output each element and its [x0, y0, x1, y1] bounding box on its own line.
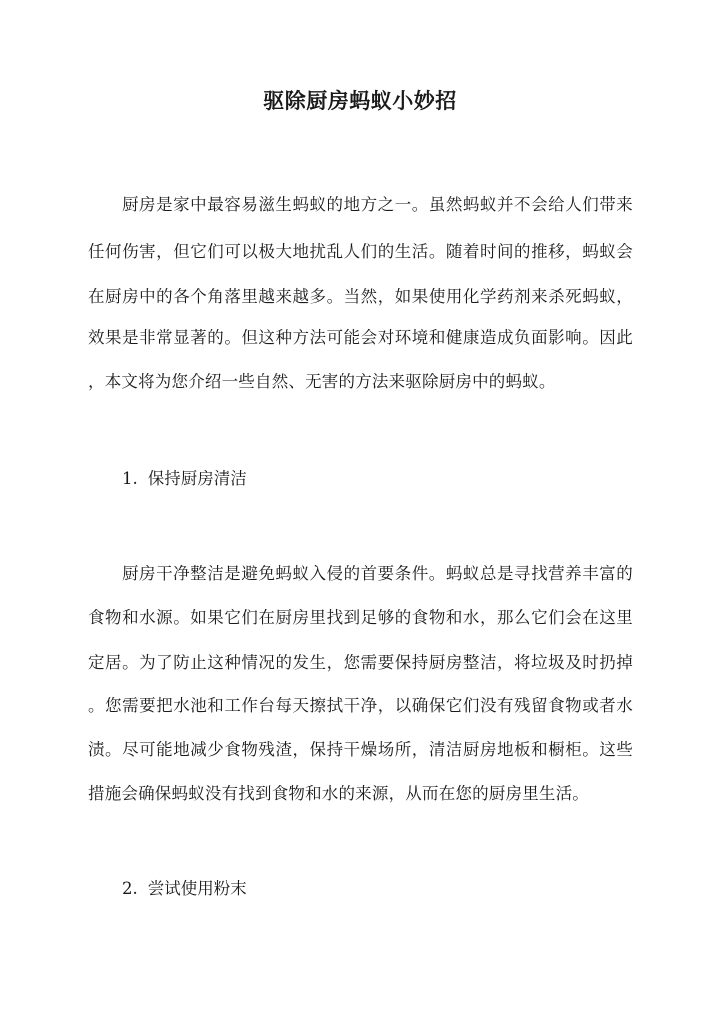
- intro-line-1: 厨房是家中最容易滋生蚂蚁的地方之一。虽然蚂蚁并不会给人们带来: [122, 195, 633, 214]
- section-1-line-5: 渍。尽可能地减少食物残渣，保持干燥场所，清洁厨房地板和橱柜。这些: [88, 740, 633, 759]
- section-1-line-2: 食物和水源。如果它们在厨房里找到足够的食物和水，那么它们会在这里: [88, 608, 633, 627]
- section-2-title: 尝试使用粉末: [147, 879, 247, 898]
- intro-line-5: ，本文将为您介绍一些自然、无害的方法来驱除厨房中的蚂蚁。: [88, 372, 556, 391]
- section-2-heading: [122, 877, 247, 901]
- section-1-line-4: 。您需要把水池和工作台每天擦拭干净，以确保它们没有残留食物或者水: [88, 696, 633, 715]
- section-2-number: 2.: [122, 879, 138, 898]
- section-1-title: 保持厨房清洁: [147, 469, 247, 488]
- intro-line-2: 任何伤害，但它们可以极大地扰乱人们的生活。随着时间的推移，蚂蚁会: [88, 242, 633, 261]
- intro-line-4: 效果是非常显著的。但这种方法可能会对环境和健康造成负面影响。因此: [88, 328, 633, 347]
- section-1-heading: [122, 467, 247, 491]
- section-1-line-3: 定居。为了防止这种情况的发生，您需要保持厨房整洁，将垃圾及时扔掉: [88, 653, 633, 672]
- section-1-line-1: 厨房干净整洁是避免蚂蚁入侵的首要条件。蚂蚁总是寻找营养丰富的: [122, 564, 633, 583]
- document-title: 驱除厨房蚂蚁小妙招: [263, 88, 457, 113]
- section-1-line-6: 措施会确保蚂蚁没有找到食物和水的来源，从而在您的厨房里生活。: [88, 784, 589, 803]
- intro-line-3: 在厨房中的各个角落里越来越多。当然，如果使用化学药剂来杀死蚂蚁，: [88, 287, 633, 306]
- section-1-number: 1.: [122, 469, 138, 488]
